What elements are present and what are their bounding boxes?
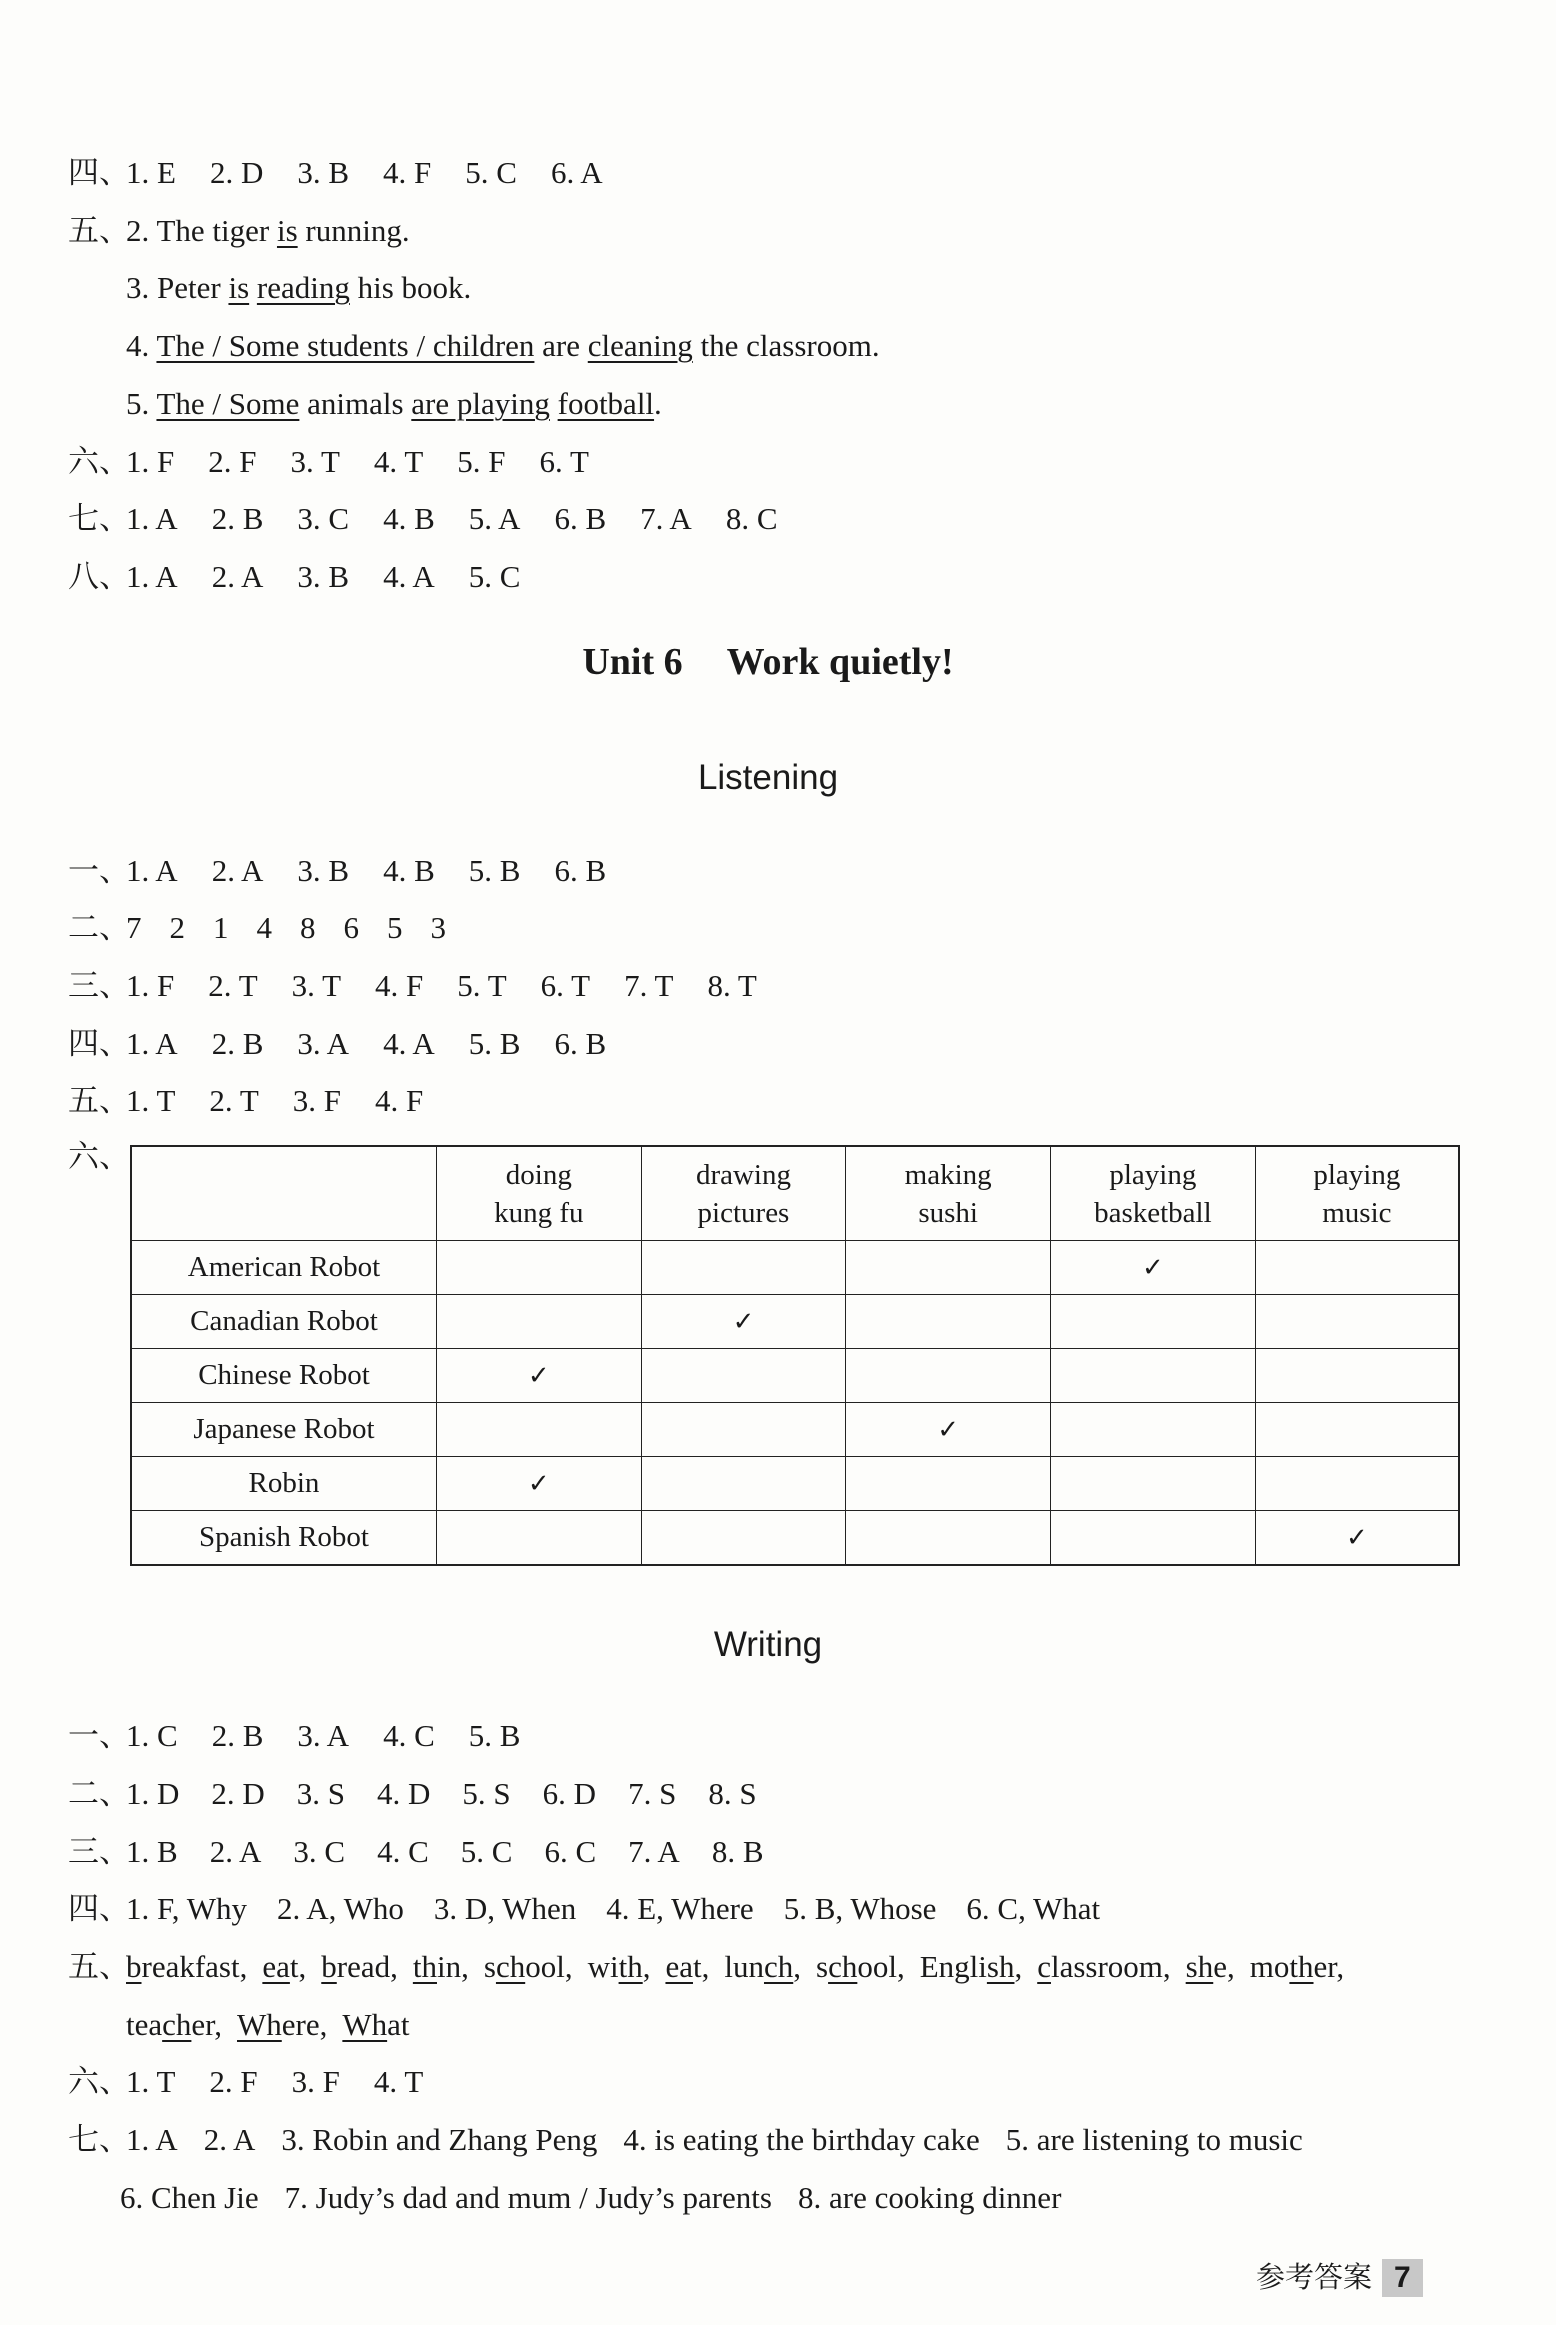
- answer-item: 1. A: [126, 1026, 178, 1061]
- table-cell: [641, 1457, 846, 1511]
- table-row: [131, 1241, 1459, 1295]
- table-cell: [641, 1349, 846, 1403]
- table-row: [131, 1295, 1459, 1349]
- answer-item: 5. B, Whose: [783, 1891, 937, 1926]
- writing-row-er: [68, 1774, 789, 1814]
- word-item: Where,: [237, 2007, 328, 2042]
- answer-item: 3. C: [297, 501, 350, 536]
- answer-item: 5. A: [468, 501, 521, 536]
- section-label: 二、: [68, 1776, 130, 1811]
- writing-row-qi-cont: [120, 2178, 1087, 2218]
- row-label: Japanese Robot: [131, 1403, 436, 1457]
- table-header-row: [131, 1146, 1459, 1241]
- row-label: Canadian Robot: [131, 1295, 436, 1349]
- section-label: 六、: [68, 2064, 130, 2099]
- table-cell: [1051, 1403, 1256, 1457]
- answer-item: 5. T: [457, 968, 507, 1003]
- section-label: 一、: [68, 1718, 130, 1753]
- answer-item: 1. F: [126, 444, 175, 479]
- table-cell: [1051, 1457, 1256, 1511]
- answer-row-ba: [68, 557, 554, 597]
- table-cell: [1051, 1295, 1256, 1349]
- table-cell: [846, 1241, 1051, 1295]
- answer-row-wu-5: 5. The / Some animals are playing football.: [126, 386, 662, 421]
- table-cell: [1255, 1349, 1459, 1403]
- answer-item: 1. C: [126, 1718, 178, 1753]
- answer-row-wu-3: 3. Peter is reading his book.: [126, 270, 472, 305]
- answer-item: 5. S: [462, 1776, 511, 1811]
- word-item: bread,: [321, 1949, 398, 1984]
- section-label: 二、: [68, 910, 130, 945]
- table-column-header: doing kung fu: [436, 1146, 641, 1241]
- section-label: 八、: [68, 559, 130, 594]
- answer-item: 2. B: [211, 501, 264, 536]
- unit-number: Unit 6: [582, 641, 683, 683]
- answer-row-si: [68, 153, 637, 193]
- answer-item: 7. A: [640, 501, 692, 536]
- answer-item: 4. B: [383, 501, 435, 536]
- answer-row-qi: [68, 499, 812, 539]
- answer-item: 5. are listening to music: [1005, 2122, 1303, 2157]
- writing-row-liu: [68, 2062, 457, 2102]
- table-cell: [641, 1241, 846, 1295]
- row-label: American Robot: [131, 1241, 436, 1295]
- answer-item: 1. T: [126, 2064, 176, 2099]
- section-label: 六、: [68, 444, 130, 479]
- page-number: 7: [1382, 2259, 1423, 2297]
- answer-item: 1. E: [126, 155, 176, 190]
- section-label: 七、: [68, 2122, 130, 2157]
- answer-item: 1. F, Why: [126, 1891, 247, 1926]
- answer-item: 7. T: [624, 968, 674, 1003]
- table-column-header: making sushi: [846, 1146, 1051, 1241]
- answer-item: 3. C: [293, 1834, 346, 1869]
- answer-item: 6. C, What: [966, 1891, 1101, 1926]
- answer-item: 6. T: [539, 444, 589, 479]
- answer-item: 2. A: [211, 559, 264, 594]
- answer-item: 2. T: [208, 968, 258, 1003]
- answer-item: 1. B: [126, 1834, 178, 1869]
- answer-item: 6. Chen Jie: [120, 2180, 259, 2215]
- answer-item: 6. A: [550, 155, 603, 190]
- table-corner-cell: [131, 1146, 436, 1241]
- answer-row-wu-2: 五、2. The tiger is running.: [68, 211, 410, 251]
- answer-item: 5: [387, 910, 403, 945]
- table-cell: [1255, 1403, 1459, 1457]
- answer-item: 3. D, When: [433, 1891, 577, 1926]
- writing-row-si: [68, 1889, 1130, 1929]
- answer-item: 3. Robin and Zhang Peng: [281, 2122, 598, 2157]
- check-mark-icon: ✓: [1051, 1241, 1256, 1295]
- section-label: 一、: [68, 853, 130, 888]
- table-cell: [641, 1511, 846, 1566]
- answer-item: 8. C: [725, 501, 778, 536]
- answer-item: 1. A: [126, 853, 178, 888]
- answer-item: 4. A: [383, 559, 435, 594]
- table-row: [131, 1511, 1459, 1566]
- answer-row-liu: [68, 442, 623, 482]
- listening-row-san: [68, 966, 791, 1006]
- answer-item: 6. B: [554, 853, 607, 888]
- answer-item: 6: [343, 910, 359, 945]
- section-label: 四、: [68, 1891, 130, 1926]
- answer-item: 4. is eating the birthday cake: [623, 2122, 980, 2157]
- footer-label: 参考答案: [1256, 2260, 1373, 2294]
- section-label: 四、: [68, 155, 130, 190]
- word-item: eat,: [262, 1949, 307, 1984]
- answer-item: 6. C: [544, 1834, 597, 1869]
- table-cell: [1255, 1457, 1459, 1511]
- check-mark-icon: ✓: [641, 1295, 846, 1349]
- answer-item: 6. D: [542, 1776, 597, 1811]
- answer-item: 2. A: [209, 1834, 262, 1869]
- answer-item: 2. B: [211, 1026, 264, 1061]
- answer-item: 6. B: [554, 1026, 607, 1061]
- answer-item: 2. B: [211, 1718, 264, 1753]
- robot-activity-table: [130, 1145, 1460, 1566]
- word-item: lunch,: [724, 1949, 801, 1984]
- answer-item: 2. D: [211, 1776, 265, 1811]
- answer-item: 8: [300, 910, 316, 945]
- answer-item: 1. T: [126, 1083, 176, 1118]
- answer-item: 4. E, Where: [606, 1891, 754, 1926]
- answer-row-wu-4: 4. The / Some students / children are cleaning the classroom.: [126, 328, 880, 363]
- listening-row-wu: [68, 1081, 457, 1121]
- table-column-header: drawing pictures: [641, 1146, 846, 1241]
- answer-item: 3. B: [297, 559, 350, 594]
- word-item: she,: [1185, 1949, 1235, 1984]
- answer-item: 3. B: [297, 155, 350, 190]
- answer-item: 2. A: [203, 2122, 256, 2157]
- table-cell: [846, 1295, 1051, 1349]
- answer-item: 3. S: [296, 1776, 346, 1811]
- table-cell: [1255, 1241, 1459, 1295]
- row-label: Robin: [131, 1457, 436, 1511]
- table-cell: [1255, 1295, 1459, 1349]
- section-label: 五、: [68, 213, 130, 248]
- word-item: eat,: [665, 1949, 710, 1984]
- answer-item: 8. S: [708, 1776, 757, 1811]
- check-mark-icon: ✓: [846, 1403, 1051, 1457]
- answer-item: 4. B: [383, 853, 435, 888]
- answer-item: 4. F: [383, 155, 432, 190]
- check-mark-icon: ✓: [436, 1349, 641, 1403]
- answer-item: 1. A: [126, 559, 178, 594]
- answer-item: 4. D: [377, 1776, 431, 1811]
- table-cell: [846, 1349, 1051, 1403]
- answer-item: 7. Judy’s dad and mum / Judy’s parents: [284, 2180, 772, 2215]
- answer-item: 1. A: [126, 501, 178, 536]
- unit-title: [0, 640, 1536, 684]
- answer-item: 4. F: [375, 1083, 424, 1118]
- answer-item: 4. C: [377, 1834, 429, 1869]
- word-item: breakfast,: [126, 1949, 248, 1984]
- word-item: school,: [483, 1949, 573, 1984]
- table-row: [131, 1403, 1459, 1457]
- word-item: What: [342, 2007, 410, 2042]
- listening-heading: Listening: [697, 758, 839, 797]
- answer-item: 4. A: [383, 1026, 435, 1061]
- answer-item: 5. B: [468, 853, 521, 888]
- word-item: mother,: [1249, 1949, 1345, 1984]
- answer-item: 6. T: [540, 968, 591, 1003]
- answer-item: 5. F: [457, 444, 506, 479]
- answer-item: 2. T: [209, 1083, 259, 1118]
- answer-item: 2. F: [208, 444, 257, 479]
- listening-row-si: [68, 1024, 640, 1064]
- word-item: school,: [816, 1949, 905, 1984]
- answer-item: 7: [126, 910, 142, 945]
- table-cell: [436, 1511, 641, 1566]
- table-cell: [436, 1241, 641, 1295]
- answer-item: 4: [256, 910, 272, 945]
- answer-item: 1: [213, 910, 229, 945]
- answer-item: 3. A: [297, 1026, 350, 1061]
- word-item: teacher,: [126, 2007, 222, 2042]
- answer-item: 4. F: [375, 968, 424, 1003]
- word-item: English,: [919, 1949, 1023, 1984]
- answer-item: 2. A, Who: [276, 1891, 404, 1926]
- answer-item: 1. A: [126, 2122, 178, 2157]
- listening-row-liu: [68, 1137, 130, 1177]
- answer-item: 2. D: [209, 155, 264, 190]
- section-label: 七、: [68, 501, 130, 536]
- answer-item: 7. S: [628, 1776, 677, 1811]
- answer-item: 3. A: [297, 1718, 350, 1753]
- writing-row-san: [68, 1832, 796, 1872]
- section-label: 三、: [68, 968, 130, 1003]
- unit-name: Work quietly!: [726, 641, 954, 683]
- table-cell: [1051, 1511, 1256, 1566]
- answer-item: 1. F: [126, 968, 175, 1003]
- answer-item: 3: [430, 910, 446, 945]
- table-cell: [436, 1403, 641, 1457]
- answer-item: 8. are cooking dinner: [797, 2180, 1062, 2215]
- answer-item: 3. F: [292, 1083, 342, 1118]
- table-row: [131, 1457, 1459, 1511]
- answer-item: 5. C: [468, 559, 521, 594]
- section-label: 六、: [68, 1139, 130, 1174]
- answer-item: 4. T: [373, 444, 424, 479]
- answer-item: 4. C: [383, 1718, 435, 1753]
- writing-row-wu-cont: [126, 2005, 425, 2045]
- table-column-header: playing basketball: [1051, 1146, 1256, 1241]
- answer-item: 2. A: [211, 853, 264, 888]
- table-cell: [846, 1511, 1051, 1566]
- answer-item: 1. D: [126, 1776, 180, 1811]
- answer-item: 4. T: [373, 2064, 424, 2099]
- row-label: Chinese Robot: [131, 1349, 436, 1403]
- answer-item: 3. B: [297, 853, 350, 888]
- page-footer: [1256, 2255, 1423, 2297]
- answer-item: 7. A: [628, 1834, 680, 1869]
- word-item: classroom,: [1037, 1949, 1171, 1984]
- section-label: 三、: [68, 1834, 130, 1869]
- row-label: Spanish Robot: [131, 1511, 436, 1566]
- section-label: 四、: [68, 1026, 130, 1061]
- word-item: with,: [587, 1949, 651, 1984]
- answer-item: 3. T: [290, 444, 340, 479]
- listening-row-yi: [68, 851, 640, 891]
- answer-item: 3. F: [291, 2064, 340, 2099]
- listening-row-er: [68, 908, 474, 948]
- section-label: 五、: [68, 1083, 130, 1118]
- answer-item: 8. T: [707, 968, 757, 1003]
- writing-heading: Writing: [713, 1625, 823, 1664]
- writing-row-yi: [68, 1716, 554, 1756]
- answer-item: 6. B: [554, 501, 607, 536]
- writing-row-wu: [68, 1947, 1359, 1987]
- table-cell: [436, 1295, 641, 1349]
- writing-row-qi: [68, 2120, 1329, 2160]
- answer-item: 5. B: [468, 1026, 521, 1061]
- answer-item: 8. B: [711, 1834, 764, 1869]
- answer-item: 5. C: [465, 155, 517, 190]
- word-item: thin,: [412, 1949, 469, 1984]
- table-cell: [1051, 1349, 1256, 1403]
- answer-item: 5. B: [468, 1718, 521, 1753]
- table-column-header: playing music: [1255, 1146, 1459, 1241]
- table-cell: [846, 1457, 1051, 1511]
- table-row: [131, 1349, 1459, 1403]
- check-mark-icon: ✓: [1255, 1511, 1459, 1566]
- check-mark-icon: ✓: [436, 1457, 641, 1511]
- answer-item: 3. T: [291, 968, 342, 1003]
- answer-item: 2. F: [209, 2064, 258, 2099]
- answer-item: 2: [169, 910, 185, 945]
- answer-item: 5. C: [460, 1834, 513, 1869]
- table-cell: [641, 1403, 846, 1457]
- section-label: 五、: [68, 1949, 130, 1984]
